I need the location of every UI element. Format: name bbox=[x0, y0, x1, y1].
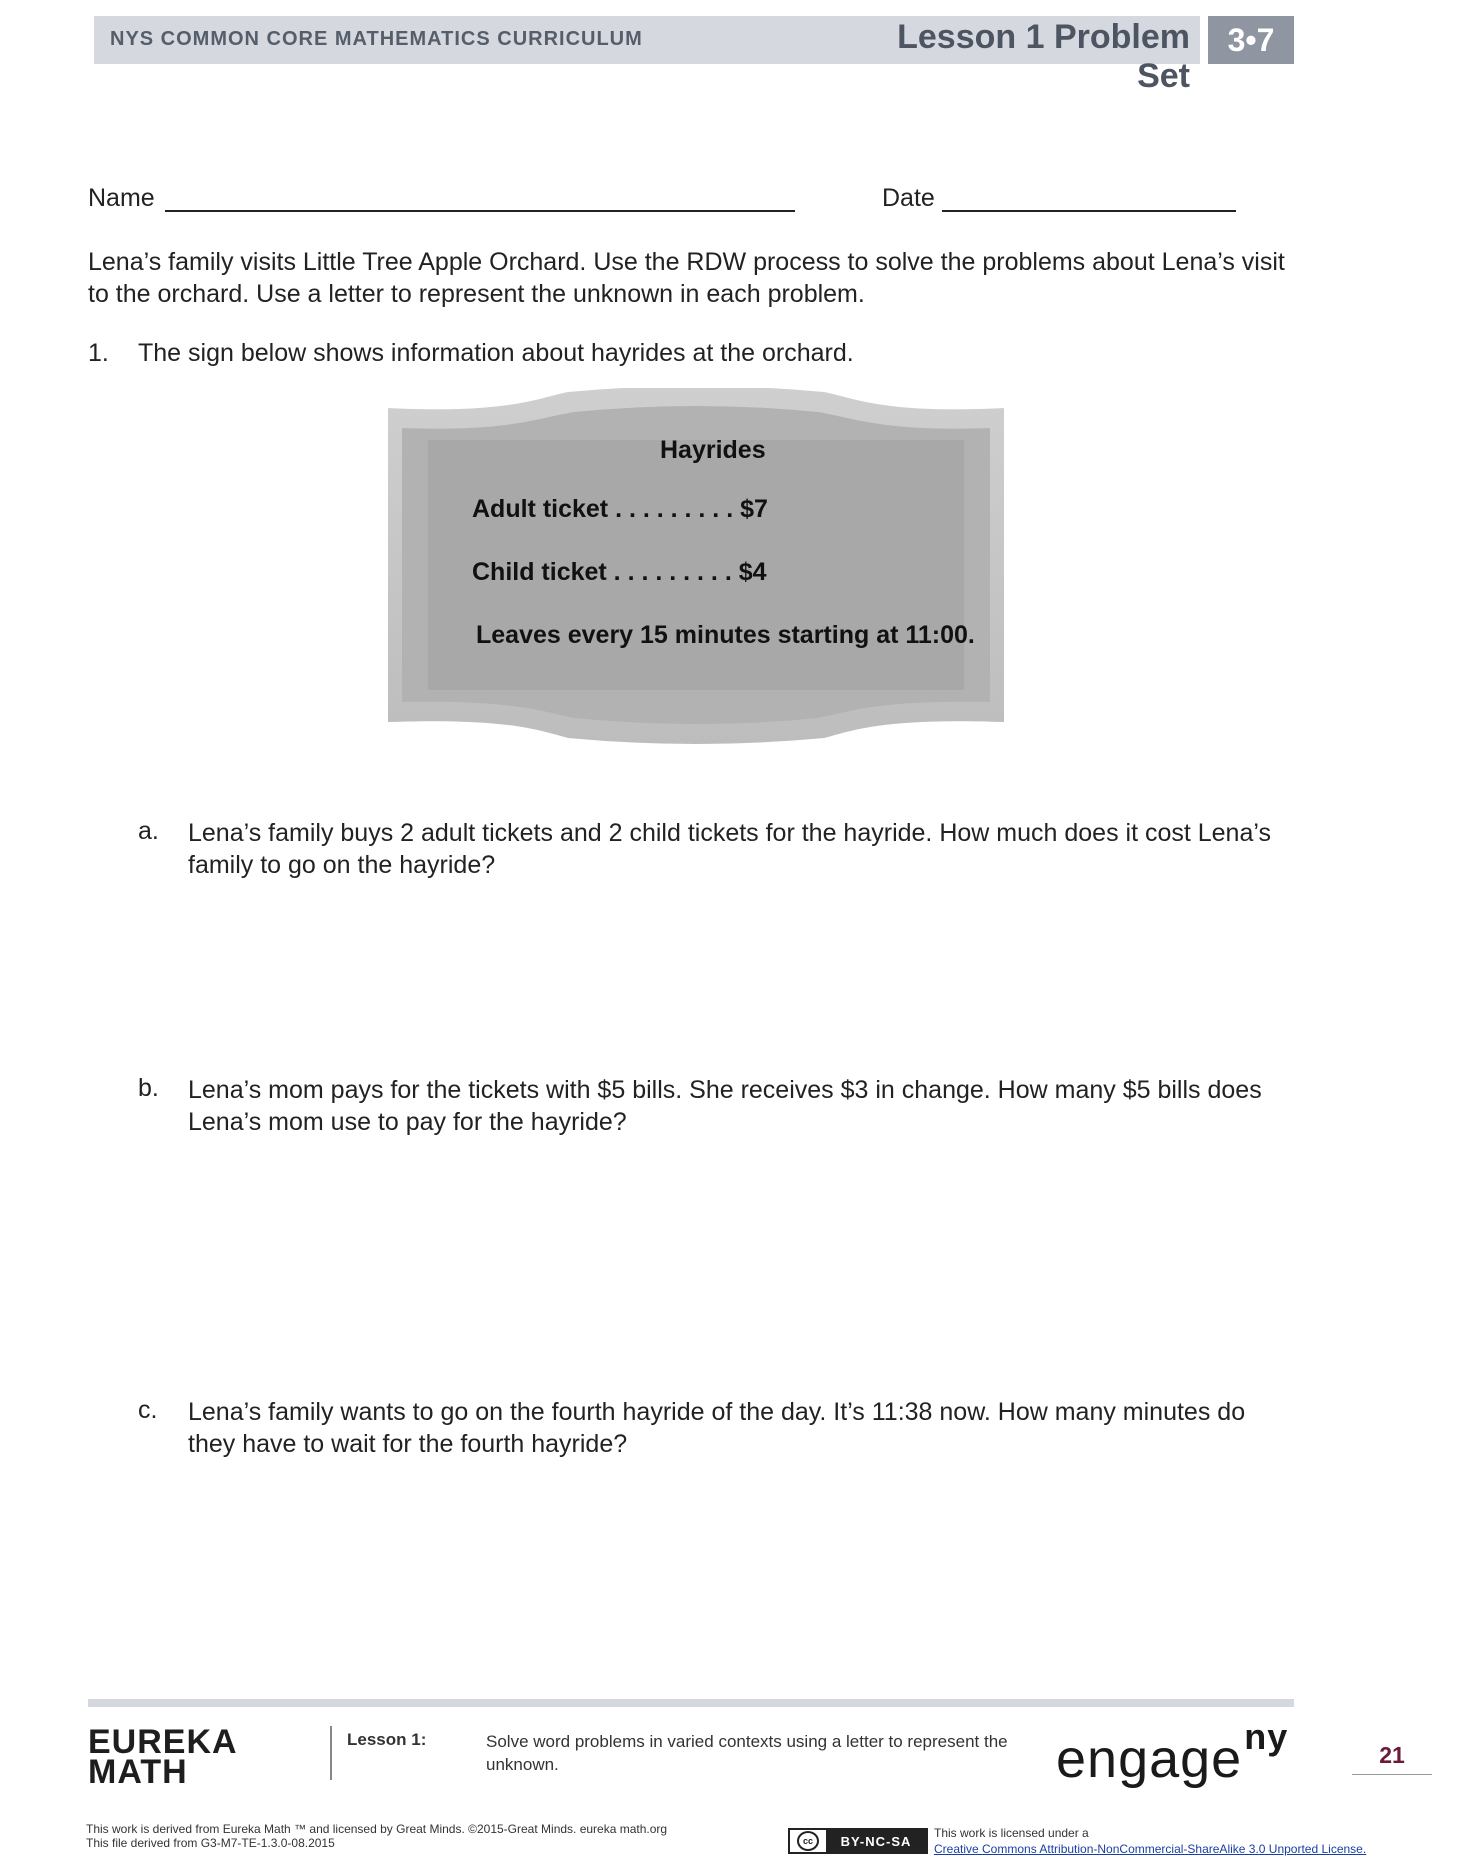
adult-ticket-price: Adult ticket . . . . . . . . . $7 bbox=[472, 495, 768, 523]
part-label-c: c. bbox=[138, 1396, 158, 1424]
page-number: 21 bbox=[1379, 1742, 1405, 1768]
problem-text: The sign below shows information about hayrides at the orchard. bbox=[138, 339, 854, 367]
eureka-math-logo bbox=[88, 1723, 238, 1791]
footer-divider bbox=[330, 1726, 332, 1780]
part-c-question: Lena’s family wants to go on the fourth hayride of the day. It’s 11:38 now. How many minutes do they have to wait for the fourth hayride? bbox=[188, 1398, 1246, 1458]
sign-title: Hayrides bbox=[660, 436, 766, 464]
date-field[interactable] bbox=[942, 210, 1236, 212]
logo-line-1: EUREKA bbox=[88, 1723, 238, 1761]
child-ticket-price: Child ticket . . . . . . . . . $4 bbox=[472, 558, 767, 586]
page-title: Lesson 1 Problem Set bbox=[897, 18, 1190, 95]
name-label: Name bbox=[88, 184, 155, 212]
page-number-underline bbox=[1352, 1774, 1432, 1775]
credit-line-1: This work is derived from Eureka Math ™ and licensed by Great Minds. ©2015-Great Minds. eureka math.org bbox=[86, 1822, 668, 1836]
hayride-schedule: Leaves every 15 minutes starting at 11:00. bbox=[476, 621, 975, 649]
cc-label: BY-NC-SA bbox=[826, 1830, 926, 1852]
credit-line-2: This file derived from G3-M7-TE-1.3.0-08.2015 bbox=[86, 1836, 335, 1850]
intro-paragraph: Lena’s family visits Little Tree Apple Orchard. Use the RDW process to solve the problems about Lena’s visit to the orchard. Use a letter to represent the unknown in each problem. bbox=[88, 248, 1285, 308]
date-label: Date bbox=[882, 184, 935, 212]
grade-module-badge: 3•7 bbox=[1208, 16, 1294, 64]
curriculum-title: NYS COMMON CORE MATHEMATICS CURRICULUM bbox=[110, 28, 643, 50]
part-a-question: Lena’s family buys 2 adult tickets and 2 child tickets for the hayride. How much does it cost Lena’s family to go on the hayride? bbox=[188, 819, 1271, 879]
part-label-b: b. bbox=[138, 1074, 159, 1102]
license-link[interactable]: Creative Commons Attribution-NonCommercial-ShareAlike 3.0 Unported License. bbox=[934, 1842, 1367, 1856]
cc-license-badge bbox=[788, 1828, 928, 1854]
brand-text: engage bbox=[1056, 1729, 1243, 1789]
footer-rule bbox=[88, 1699, 1294, 1707]
problem-number: 1. bbox=[88, 339, 109, 367]
credit-text bbox=[86, 1822, 746, 1850]
license-text: This work is licensed under a bbox=[934, 1826, 1089, 1840]
lesson-label: Lesson 1: bbox=[347, 1730, 427, 1749]
logo-line-2: MATH bbox=[88, 1753, 188, 1791]
lesson-description: Solve word problems in varied contexts using a letter to represent the unknown. bbox=[486, 1732, 1008, 1774]
cc-icon: cc bbox=[790, 1830, 826, 1852]
brand-sup: ny bbox=[1244, 1716, 1289, 1757]
part-label-a: a. bbox=[138, 817, 159, 845]
name-field[interactable] bbox=[165, 210, 795, 212]
part-b-question: Lena’s mom pays for the tickets with $5 bills. She receives $3 in change. How many $5 bills does Lena’s mom use to pay for the hayride? bbox=[188, 1076, 1262, 1136]
engageny-logo bbox=[1056, 1716, 1288, 1790]
